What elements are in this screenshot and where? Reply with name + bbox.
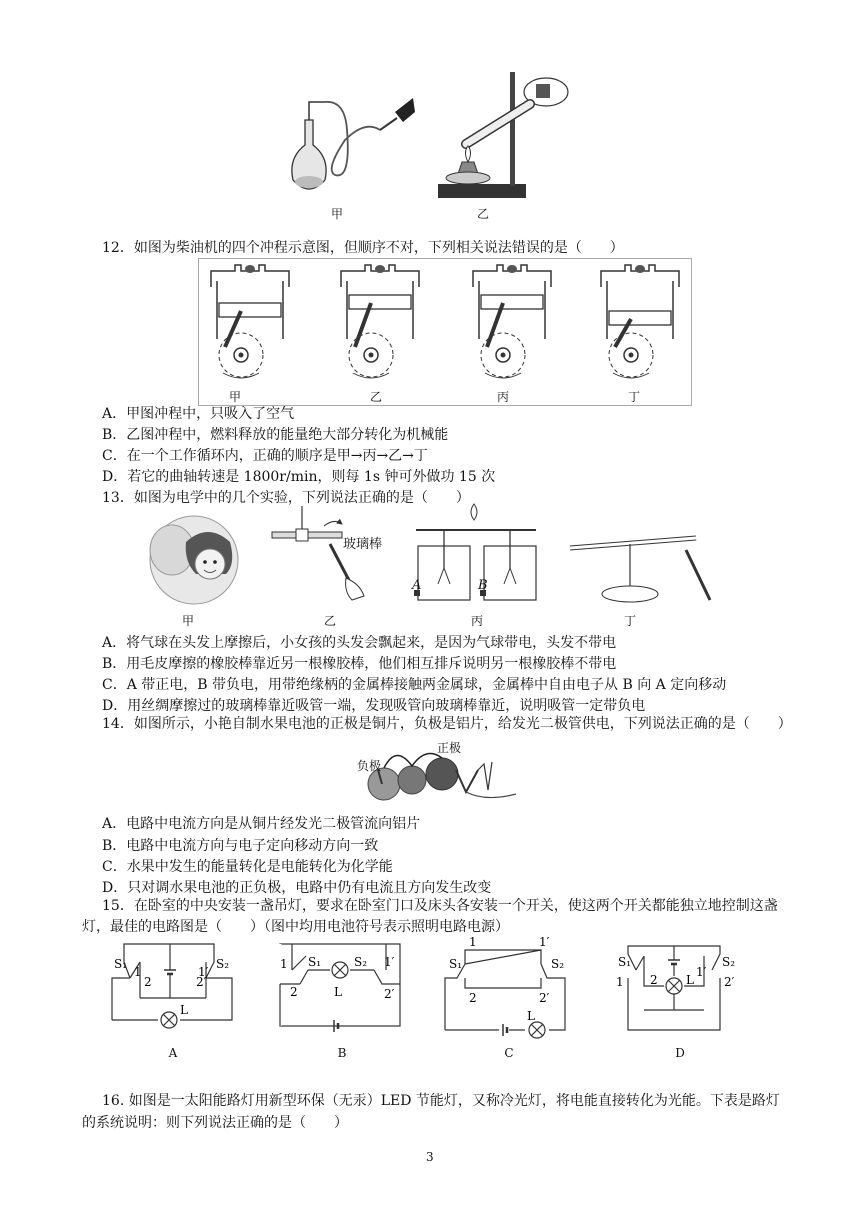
circuit-d-diagram — [614, 940, 754, 1040]
circuit-c-t2p: 2′ — [539, 991, 550, 1005]
q15-stem-line2: 灯，最佳的电路图是（ ）（图中均用电池符号表示照明电路电源） — [82, 919, 509, 935]
circuit-d-s2: S₂ — [722, 955, 736, 969]
circuit-d-lamp: L — [686, 973, 694, 987]
q13-label-ding: 丁 — [623, 614, 636, 628]
circuit-a-t2: 2 — [144, 975, 152, 989]
electroscopes-illustration — [408, 502, 546, 606]
q13-option-d[interactable]: D．用丝绸摩擦过的玻璃棒靠近吸管一端，发现吸管向玻璃棒靠近，说明吸管一定带负电 — [102, 698, 646, 714]
circuit-c-t1p: 1′ — [539, 935, 550, 949]
q13-label-jia: 甲 — [181, 614, 194, 628]
circuit-d-label: D — [675, 1046, 685, 1060]
circuit-d-t2p: 2′ — [724, 975, 735, 989]
q14-option-a[interactable]: A．电路中电流方向是从铜片经发光二极管流向铝片 — [102, 816, 421, 832]
circuit-c-s2: S₂ — [551, 957, 565, 971]
q11-label-yi: 乙 — [476, 207, 489, 221]
q13-label-bing: 丙 — [470, 614, 483, 628]
circuit-d-t2: 2 — [650, 973, 658, 987]
circuit-b-diagram — [278, 940, 418, 1040]
circuit-c-t1: 1 — [469, 935, 477, 949]
q12-label-jia: 甲 — [228, 390, 241, 404]
q12-stem: 12．如图为柴油机的四个冲程示意图，但顺序不对，下列相关说法错误的是（ ） — [102, 240, 624, 256]
engine-strokes-illustration — [199, 259, 691, 405]
retort-stand-illustration — [436, 66, 586, 201]
engine-yi — [341, 265, 419, 378]
q14-option-d[interactable]: D．只对调水果电池的正负极，电路中仍有电流且方向发生改变 — [102, 880, 492, 896]
circuit-c-s1: S₁ — [449, 957, 463, 971]
q13-option-b[interactable]: B．用毛皮摩擦的橡胶棒靠近另一根橡胶棒，他们相互排斥说明另一根橡胶棒不带电 — [102, 656, 617, 672]
circuit-d-s1: S₁ — [618, 955, 632, 969]
circuit-a-s2: S₂ — [216, 957, 230, 971]
q12-label-yi: 乙 — [369, 390, 382, 404]
circuit-a-t1: 1 — [134, 965, 142, 979]
q14-positive-label: 正极 — [437, 741, 462, 755]
engine-jia — [211, 265, 289, 378]
q12-label-ding: 丁 — [627, 390, 640, 404]
q12-option-d[interactable]: D．若它的曲轴转速是 1800r/min，则每 1s 钟可外做功 15 次 — [102, 469, 496, 485]
glass-rod-illustration — [268, 504, 378, 604]
straw-on-stand-illustration — [566, 530, 716, 610]
circuit-a-t2p: 2′ — [196, 975, 207, 989]
circuit-c-t2: 2 — [469, 991, 477, 1005]
q13-option-a[interactable]: A．将气球在头发上摩擦后，小女孩的头发会飘起来，是因为气球带电，头发不带电 — [102, 635, 617, 651]
circuit-b-t2p: 2′ — [384, 987, 395, 1001]
balloon-girl-illustration — [146, 514, 246, 610]
circuit-b-t1p: 1′ — [384, 955, 395, 969]
q13-glass-rod-label: 玻璃棒 — [343, 537, 383, 552]
circuit-a-label: A — [168, 1046, 178, 1060]
q14-stem: 14．如图所示，小艳自制水果电池的正极是铜片，负极是铝片，给发光二极管供电，下列说法正确的是（ ） — [102, 716, 792, 732]
circuit-c-label: C — [504, 1046, 514, 1060]
circuit-d-t1: 1 — [616, 975, 624, 989]
q14-option-b[interactable]: B．电路中电流方向与电子定向移动方向一致 — [102, 838, 379, 854]
circuit-a-diagram — [110, 940, 250, 1040]
q12-option-b[interactable]: B．乙图冲程中，燃料释放的能量绝大部分转化为机械能 — [102, 427, 449, 443]
q12-option-a[interactable]: A．甲图冲程中，只吸入了空气 — [102, 406, 295, 422]
q12-option-c[interactable]: C．在一个工作循环内，正确的顺序是甲→丙→乙→丁 — [102, 448, 428, 464]
circuit-b-s1: S₁ — [308, 955, 322, 969]
circuit-b-t1: 1 — [280, 957, 288, 971]
q12-engine-figure — [198, 258, 692, 406]
q11-label-jia: 甲 — [330, 207, 343, 221]
circuit-a-s1: S₁ — [114, 957, 128, 971]
q13-label-a: A — [412, 578, 422, 593]
flask-apparatus-illustration — [285, 90, 415, 200]
engine-bing — [473, 265, 551, 378]
circuit-d-t1p: 1′ — [696, 965, 707, 979]
circuit-a-lamp: L — [180, 1003, 188, 1017]
q12-label-bing: 丙 — [496, 390, 509, 404]
circuit-a-t1p: 1′ — [198, 965, 209, 979]
q13-label-b: B — [478, 578, 488, 593]
q13-option-c[interactable]: C．A 带正电，B 带负电，用带绝缘柄的金属棒接触两金属球，金属棒中自由电子从 B 向 A 定向移动 — [102, 677, 727, 693]
circuit-c-lamp: L — [527, 1009, 535, 1023]
circuit-b-label: B — [337, 1046, 347, 1060]
q16-stem-line1: 16. 如图是一太阳能路灯用新型环保（无汞）LED 节能灯，又称冷光灯，将电能直接转化为光能。下表是路灯 — [102, 1093, 780, 1109]
q13-stem: 13．如图为电学中的几个实验，下列说法正确的是（ ） — [102, 490, 470, 506]
circuit-b-s2: S₂ — [354, 955, 368, 969]
page-number: 3 — [426, 1150, 434, 1164]
q14-option-c[interactable]: C．水果中发生的能量转化是电能转化为化学能 — [102, 859, 393, 875]
q16-stem-line2: 的系统说明：则下列说法正确的是（ ） — [82, 1115, 348, 1131]
circuit-b-t2: 2 — [290, 985, 298, 999]
engine-ding — [601, 265, 679, 378]
circuit-c-diagram — [443, 935, 583, 1040]
q15-stem-line1: 15．在卧室的中央安装一盏吊灯，要求在卧室门口及床头各安装一个开关，使这两个开关都能独立地控制这盏 — [102, 898, 778, 914]
q13-label-yi: 乙 — [323, 614, 336, 628]
circuit-b-lamp: L — [334, 985, 342, 999]
q14-negative-label: 负极 — [357, 759, 382, 773]
